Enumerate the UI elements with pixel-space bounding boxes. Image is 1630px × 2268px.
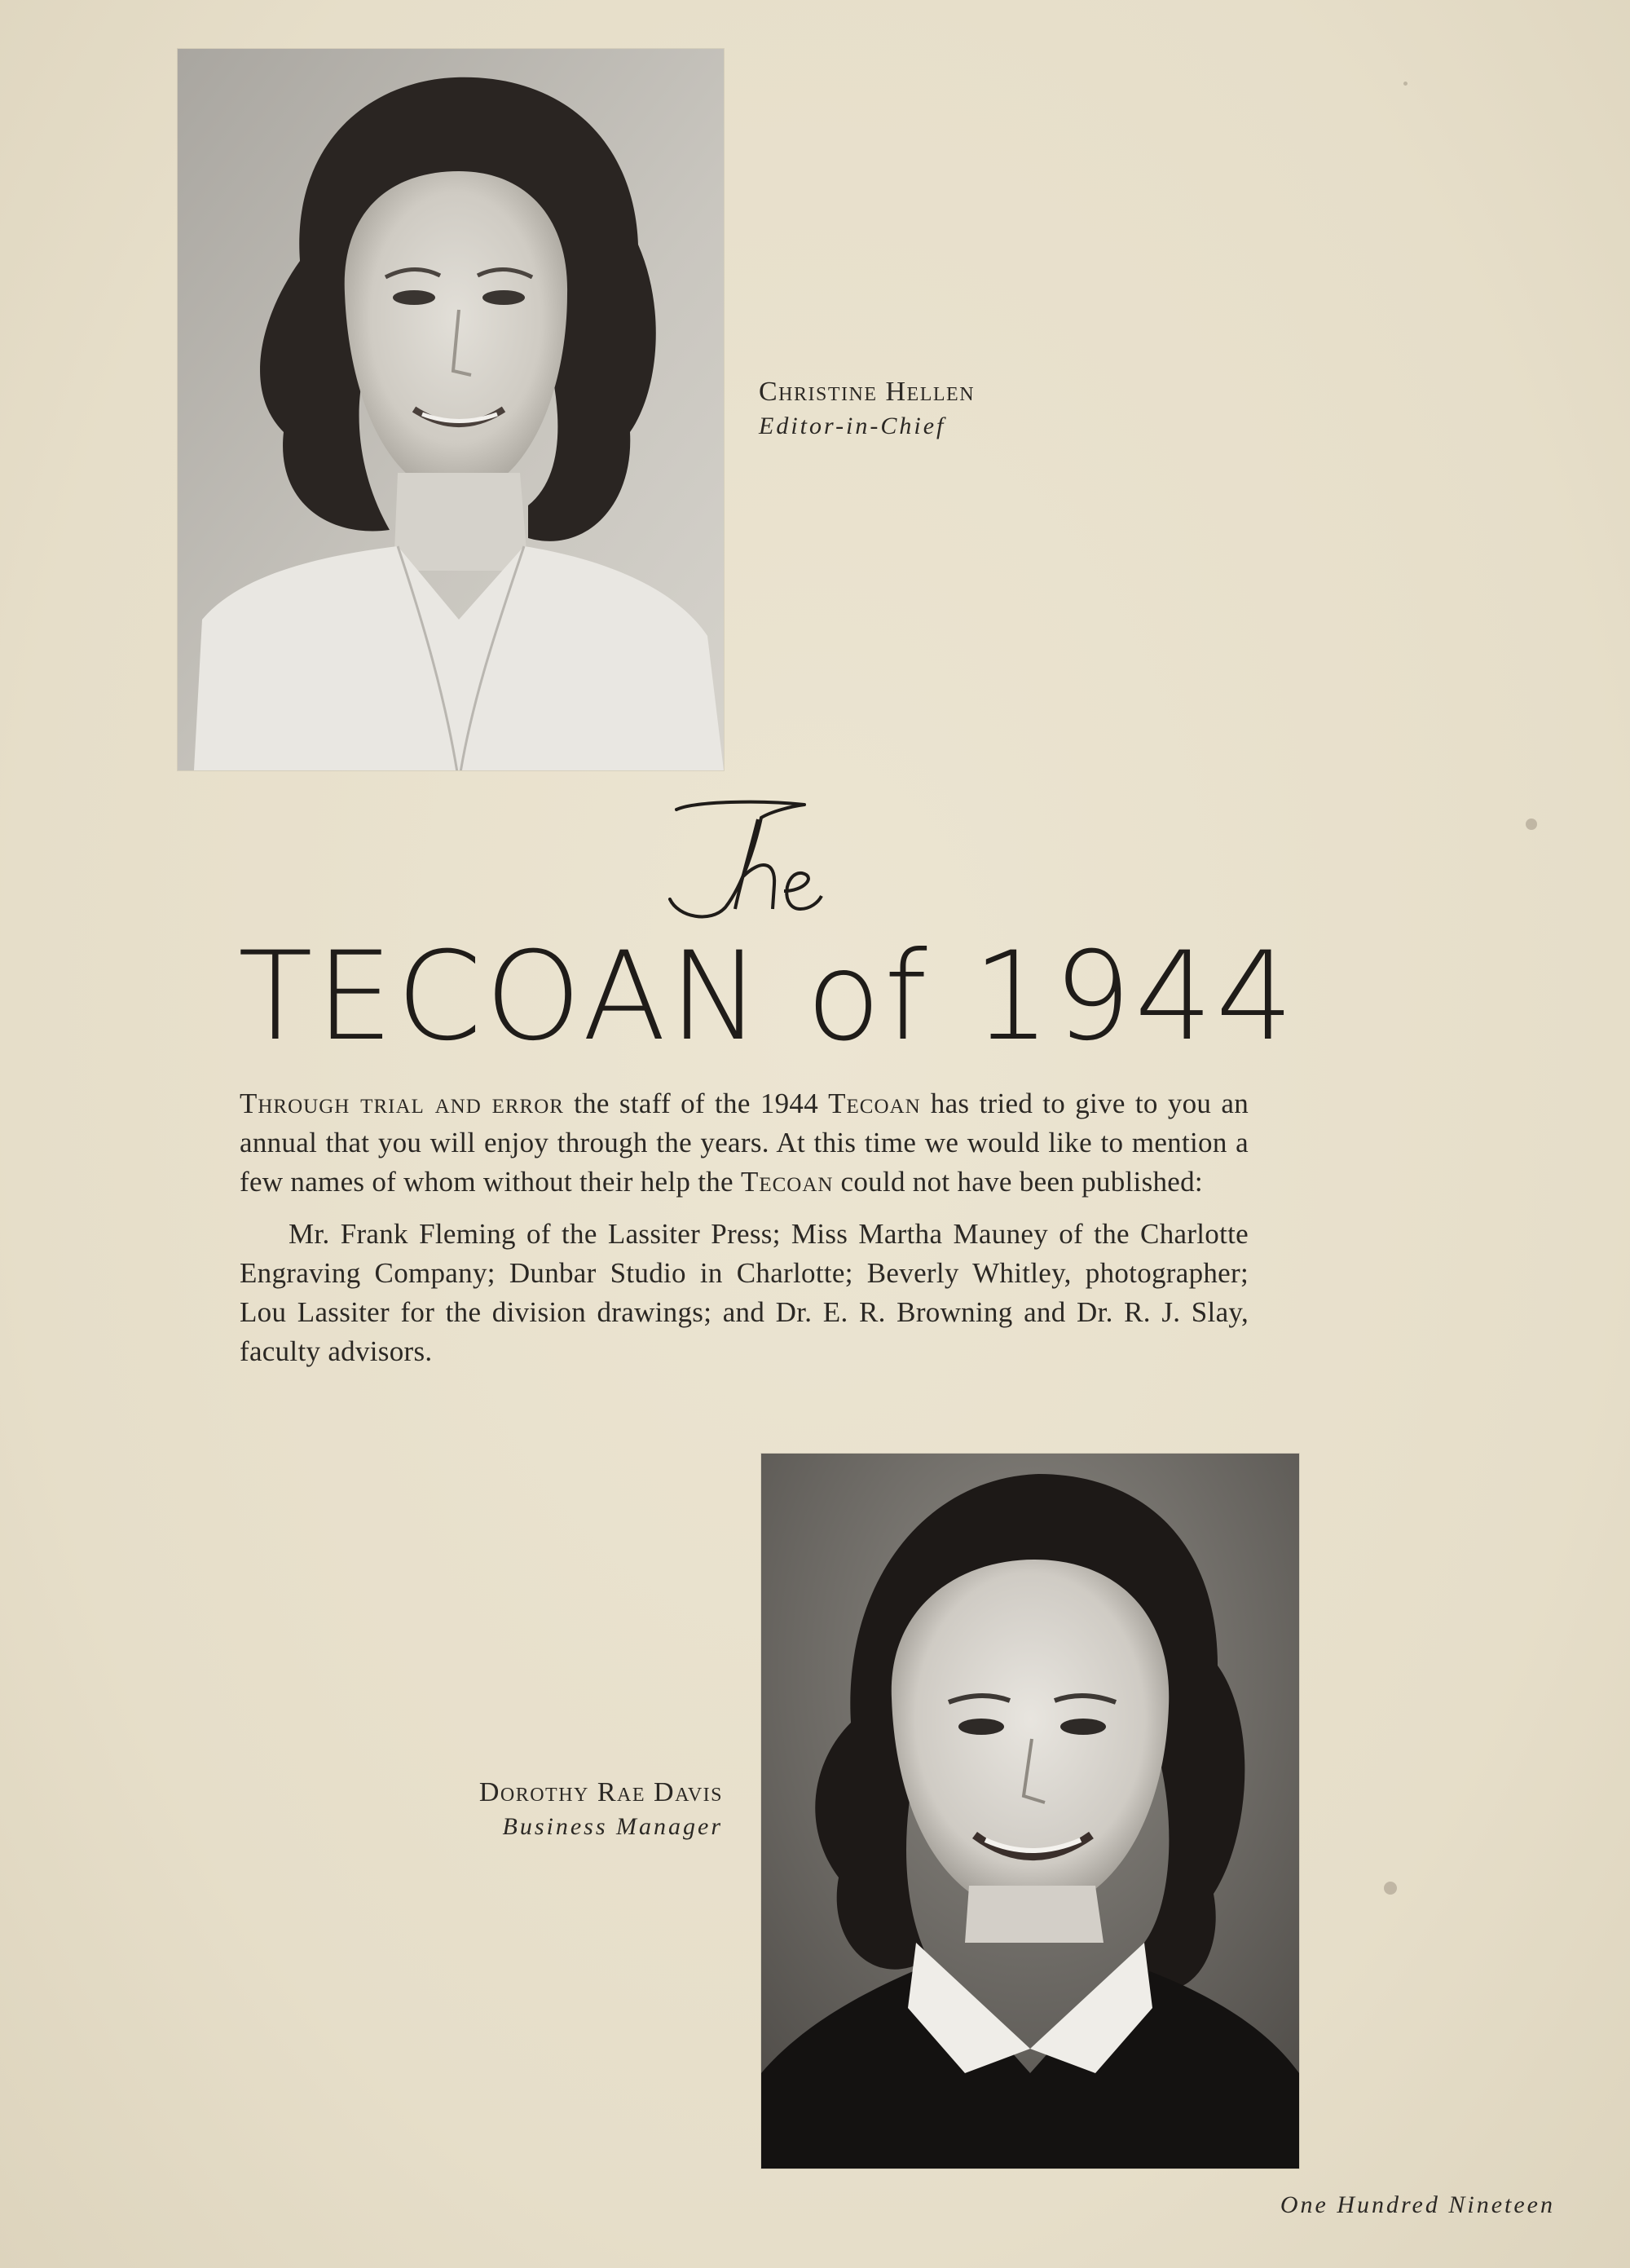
page-title: TECOAN of 1944: [238, 926, 1297, 1068]
caption-editor: [759, 375, 975, 443]
business-manager-role: Business Manager: [502, 1813, 723, 1840]
title-script-the: [662, 795, 825, 925]
paper-speck: [1403, 82, 1408, 86]
portrait-photo-editor: [178, 49, 724, 770]
page-number: One Hundred Nineteen: [1280, 2191, 1555, 2218]
paper-speck: [1526, 819, 1537, 830]
paper-speck: [1384, 1882, 1397, 1895]
lead-in: Through trial and error: [240, 1088, 564, 1119]
editor-name: Christine Hellen: [759, 377, 976, 407]
editor-role: Editor-in-Chief: [759, 413, 946, 439]
paragraph-acknowledgments: Mr. Frank Fleming of the Lassiter Press; Miss Martha Mauney of the Charlotte Engraving Company; Dunbar Studio in Charlotte; Beverly Whitley, photographer; Lou Lassiter for the division drawings; and Dr. E. R. Browning and Dr. R. J. Slay, faculty advisors.: [240, 1218, 1249, 1367]
caption-business-manager: [479, 1776, 723, 1844]
body-text: [240, 1084, 1249, 1384]
portrait-photo-business-manager: [761, 1454, 1299, 2169]
paragraph-intro: Through trial and error the staff of the 1944 Tecoan has tried to give to you an annual that you will enjoy through the years. At this time we would like to mention a few names of whom without their help the Tecoan could not have been published:: [240, 1088, 1249, 1198]
business-manager-name: Dorothy Rae Davis: [478, 1777, 723, 1807]
